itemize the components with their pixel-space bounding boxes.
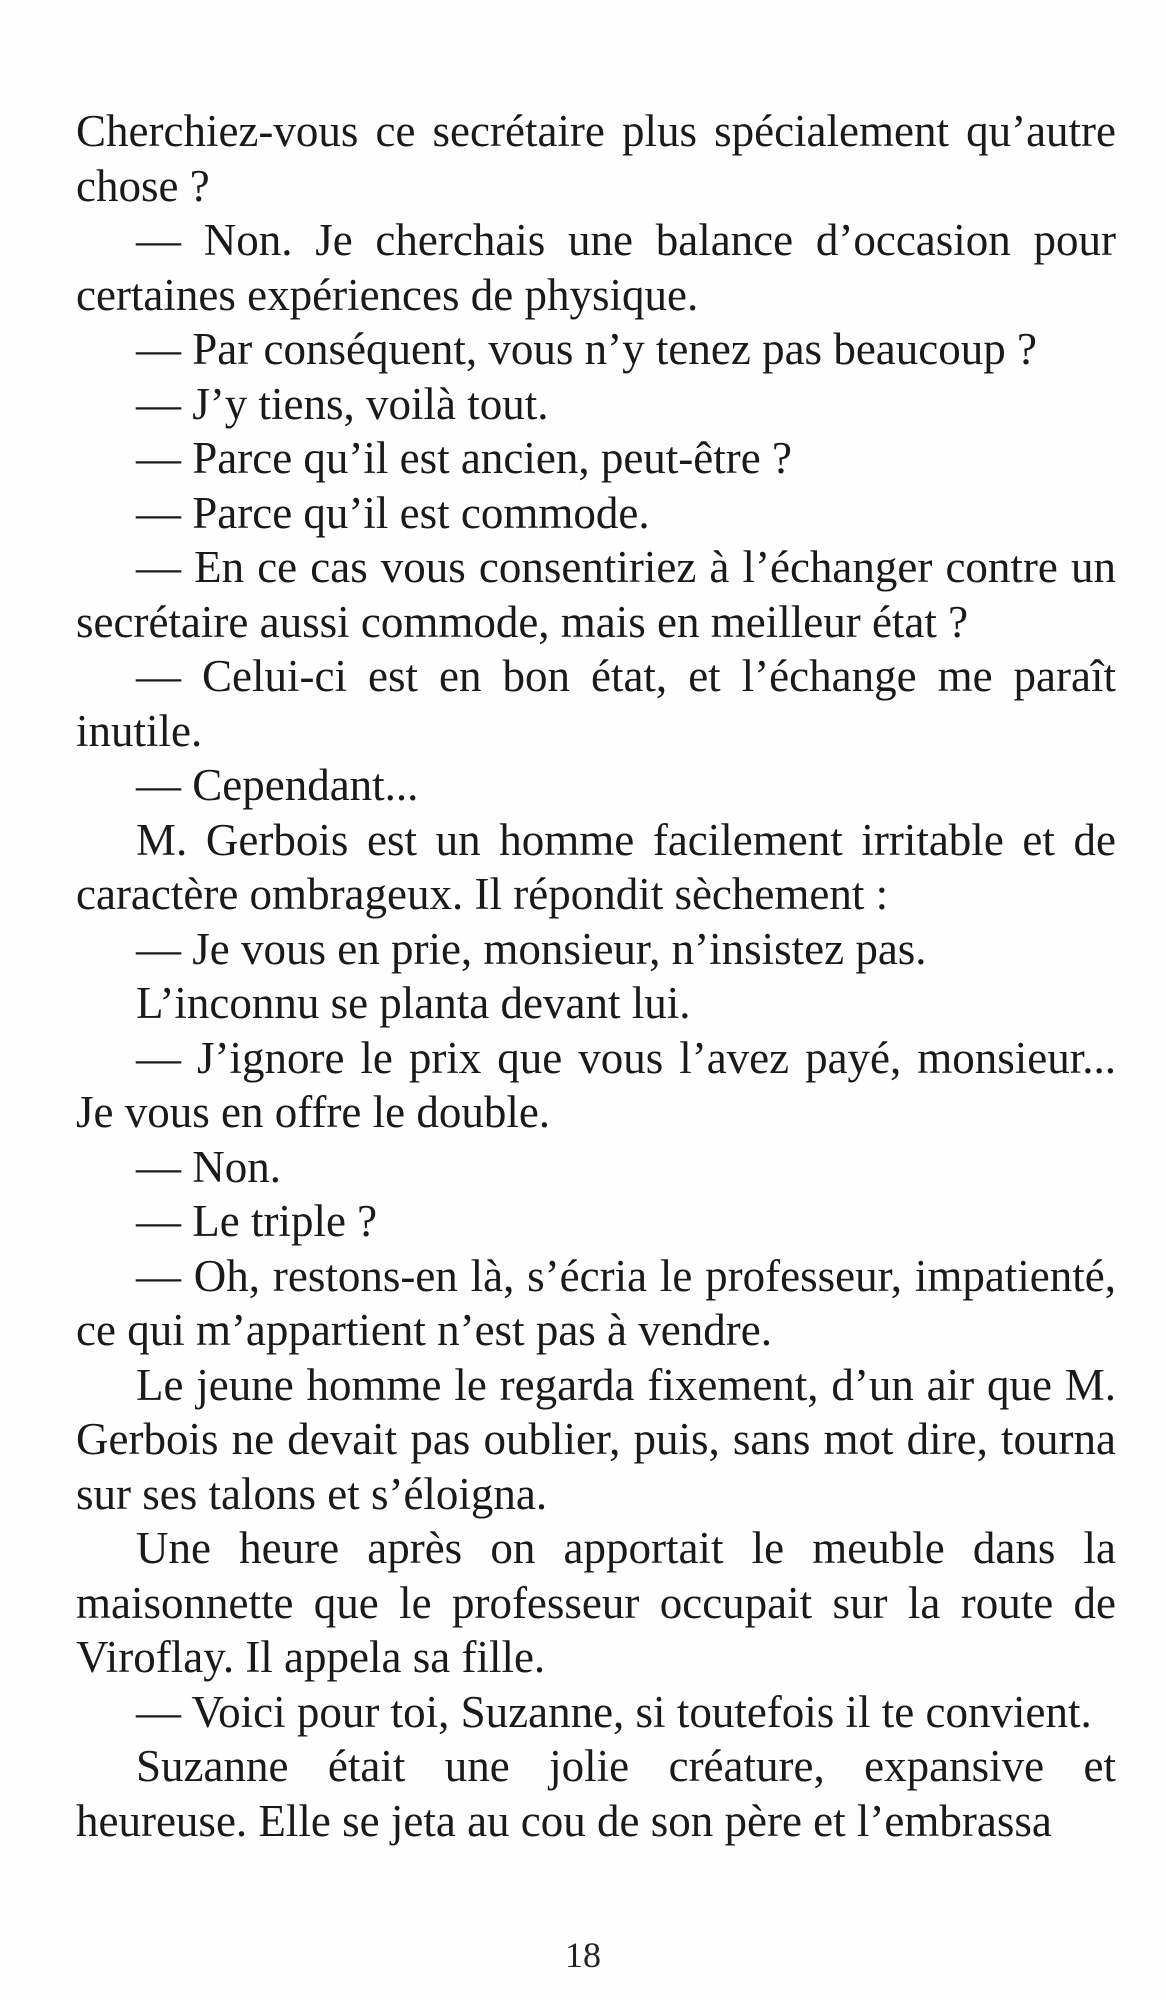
paragraph: — J’ignore le prix que vous l’avez payé, monsieur... Je vous en offre le double. — [76, 1032, 1116, 1137]
paragraph: Le jeune homme le regarda fixement, d’un air que M. Gerbois ne devait pas oublier, puis, sans mot dire, tourna sur ses talons et s’éloigna. — [76, 1359, 1116, 1519]
paragraph: M. Gerbois est un homme facilement irritable et de caractère ombrageux. Il répondit sèchement : — [76, 814, 1116, 919]
paragraph: — Celui-ci est en bon état, et l’échange me paraît inutile. — [76, 651, 1116, 756]
paragraph: — J’y tiens, voilà tout. — [136, 378, 549, 429]
page-number: 18 — [565, 1935, 601, 1975]
paragraph: — Parce qu’il est commode. — [136, 487, 650, 538]
paragraph: — Non. Je cherchais une balance d’occasion pour certaines expériences de physique. — [76, 215, 1116, 320]
paragraph: — Le triple ? — [136, 1196, 378, 1246]
paragraph: Une heure après on apportait le meuble dans la maisonnette que le professeur occupait sur la route de Viroflay. Il appela sa fille. — [76, 1523, 1116, 1682]
paragraph: — Voici pour toi, Suzanne, si toutefois il te convient. — [136, 1686, 1092, 1737]
paragraph: — Parce qu’il est ancien, peut-être ? — [136, 433, 792, 483]
paragraph: — Par conséquent, vous n’y tenez pas beaucoup ? — [136, 324, 1037, 374]
paragraph: — En ce cas vous consentiriez à l’échanger contre un secrétaire aussi commode, mais en meilleur état ? — [76, 542, 1116, 647]
body-text — [76, 104, 1116, 1848]
paragraph: Suzanne était une jolie créature, expansive et heureuse. Elle se jeta au cou de son père et l’embrassa — [76, 1741, 1116, 1846]
paragraph: — Cependant... — [136, 760, 419, 810]
paragraph: — Non. — [136, 1141, 281, 1192]
paragraph: L’inconnu se planta devant lui. — [136, 978, 691, 1028]
paragraph: Cherchiez-vous ce secrétaire plus spécialement qu’autre chose ? — [76, 106, 1116, 211]
paragraph: — Je vous en prie, monsieur, n’insistez pas. — [136, 923, 927, 974]
paragraph: — Oh, restons-en là, s’écria le professeur, impatienté, ce qui m’appartient n’est pas à vendre. — [76, 1250, 1116, 1355]
